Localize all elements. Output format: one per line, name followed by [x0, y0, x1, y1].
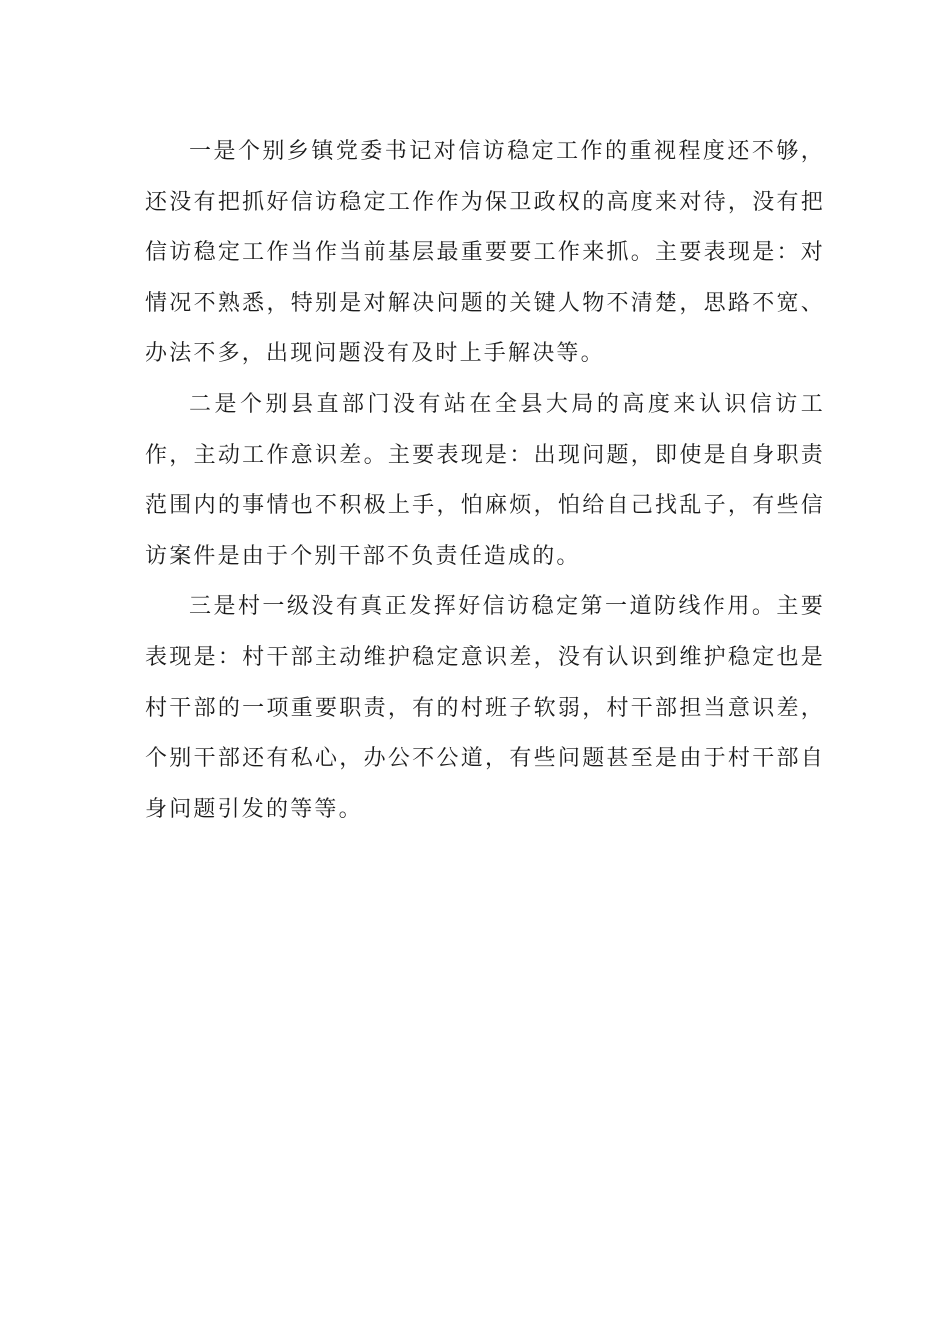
document-body — [145, 127, 825, 835]
paragraph-1: 一是个别乡镇党委书记对信访稳定工作的重视程度还不够，还没有把抓好信访稳定工作作为保卫政权的高度来对待，没有把信访稳定工作当作当前基层最重要要工作来抓。主要表现是：对情况不熟悉，特别是对解决问题的关键人物不清楚，思路不宽、办法不多，出现问题没有及时上手解决等。 — [145, 139, 825, 367]
paragraph-2: 二是个别县直部门没有站在全县大局的高度来认识信访工作，主动工作意识差。主要表现是：出现问题，即使是自身职责范围内的事情也不积极上手，怕麻烦，怕给自己找乱子，有些信访案件是由于个别干部不负责任造成的。 — [145, 391, 825, 569]
paragraph-3: 三是村一级没有真正发挥好信访稳定第一道防线作用。主要表现是：村干部主动维护稳定意识差，没有认识到维护稳定也是村干部的一项重要职责，有的村班子软弱，村干部担当意识差，个别干部还有私心，办公不公道，有些问题甚至是由于村干部自身问题引发的等等。 — [145, 594, 825, 822]
